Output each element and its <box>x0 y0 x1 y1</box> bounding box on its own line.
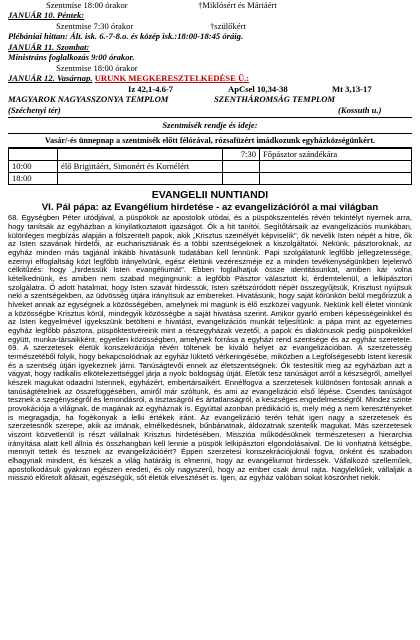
reading-second: ApCsel 10,34-38 <box>228 83 288 94</box>
sunday-feast: URUNK MEGKERESZTELKEDÉSE Ü.: <box>94 73 250 84</box>
church-locations <box>8 105 412 115</box>
mass-line-thursday <box>8 0 412 10</box>
church-left-name: MAGYAROK NAGYASSZONYA TEMPLOM <box>8 94 169 105</box>
sunday-date: JANUÁR 12. Vasárnap. <box>8 73 93 84</box>
mass-time: Szentmise 18:00 órakor <box>46 0 128 10</box>
intention-cell <box>58 148 223 160</box>
church-right-location: (Kossuth u.) <box>338 104 382 115</box>
bulletin-page <box>8 0 412 582</box>
table-row <box>9 148 412 160</box>
time-cell <box>9 148 58 160</box>
intention-cell: Főpásztor szándékára <box>260 148 412 160</box>
intention-cell: élő Brigittáért, Simonért és Kornélért <box>58 160 223 172</box>
mass-schedule-table <box>8 148 412 185</box>
rosary-notice: Vasár/-és ünnepnap a szentmisék előtt félórával, rózsafüzért imádkozunk egyházközségünkért. <box>8 136 412 148</box>
mass-time: Szentmise 7:30 órakor <box>56 20 134 31</box>
intention-cell <box>260 172 412 184</box>
sunday-heading <box>8 73 412 83</box>
time-cell <box>223 172 260 184</box>
friday-heading: JANUÁR 10. Péntek: <box>8 10 85 21</box>
intention-cell <box>260 160 412 172</box>
article-title: EVANGELII NUNTIANDI <box>151 188 269 201</box>
article-subtitle: VI. Pál pápa: az Evangélium hirdetése - az evangelizációról a mai világban <box>41 201 379 213</box>
mass-intention: †Miklósért és Máriáért <box>198 0 277 10</box>
mass-line-saturday: Szentmise 18:00 órakor <box>56 62 138 73</box>
reading-gospel: Mt 3,13-17 <box>332 83 372 94</box>
mass-line-friday <box>8 21 412 31</box>
schedule-heading: Szentmisék rendje és ideje: <box>162 120 258 131</box>
time-cell <box>223 160 260 172</box>
table-row <box>9 160 412 172</box>
divider <box>8 117 412 118</box>
parish-catechism: Plébániai hittan: Ált. isk. 6.-7-8.o. és közép isk.:18:00-18:45 óráig. <box>8 31 244 42</box>
mass-intention: †szülőkért <box>210 20 246 31</box>
saturday-heading: JANUÁR 11. Szombat: <box>8 41 90 52</box>
readings <box>8 84 412 94</box>
time-cell: 18:00 <box>9 172 58 184</box>
church-right-name: SZENTHÁROMSÁG TEMPLOM <box>214 94 336 105</box>
time-cell: 10:00 <box>9 160 58 172</box>
reading-first: Iz 42,1-4.6-7 <box>128 83 174 94</box>
church-names <box>8 94 412 104</box>
time-cell: 7:30 <box>223 148 260 160</box>
divider <box>8 133 412 134</box>
article-body: 68. Egységben Péter utódjával, a püspökök az apostolok utódai, és a püspökszentelés révén tekintélyt nyernek arra, hogy tanítsák az egyházban a kinyilatkoztatott igazságot. Ők a hit tanítói. Segítőtársaik az evangelizációs munkában, különleges megbízás alapján a fölszentelt papok, akik „Krisztus személyét képviselik", ők nevelik Isten népét a hitre, ők az Isten szavának hirdetői, az eucharisztiának és a többi szentségeknek a kiszolgáltatói. Nekünk, pásztoroknak, az egyház minden más tagjánál inkább hivatásunk tudatában kell lennünk. Papi szolgálatunk legfőbb jellegzetessége, ezernyi elfoglaltság közt legfőbb irányelvünk, egész életünk vezéreszméje ez a minden tevékenységünkben lejelenvő célkitűzés: hogy „hirdessük Isten evangéliumát". Ebben foglalhatjuk össze identitásunkat, amiben kár volna kételkednünk, és amiben nem szabad megingnunk: a legfőbb Pásztor választott ki, érdemtelenül, a lelkipásztori szolgálatra. Ő adott hatalmat, hogy Isten szavát hirdessük, Isten szétszóródott népét összegyűjtsük, Krisztust nyújtsuk neki a szentségekben, az üdvösség útjára irányítsuk az embereket. Hivatásunk, hogy saját körünkön belül megőrizzük a híveket annak az egységnek a közösségében, amelynek mi magunk is élő eszközei vagyunk. Nekünk kell életet vinnünk a közösségbe Krisztus körül, mindegyik közösségbe a saját hivatása szerint. Amikor gyarló emberi képességeinkkel és az Isten kegyelmével igyekszünk betölteni e hivatást, evangelizációs munkát teljesítünk: a pápa mint az egyetemes egyház legfőbb pásztora, püspöktestvéreink mint a részegyházak vezetői, a papok és diakónusok pedig püspökeikkel együtt, munka-társaikként, egyetlen közösségben, amelynek forrása a egyházi rend szentsége és az egyház szeretete. 69. A szerzetesek életük konszekrációja révén töltenek be kiváló helyet az evangelizációban. A szerzetesség természetéből folyik, hogy bekapcsolódnak az egyház lüktető vérkeringésébe, miközben a Legfölségesebb Istent keresik és a szentség útján igyekeznek járni. Tanúságtevői ennek az életszentségnek. Ők testesítik meg az egyházban azt a vágyat, hogy radikális elkötelezettséggel járja a nyolc boldogság útját. Életük tesz tanúságot arról a készségről, amellyel készek magukat odaadni Istennek, egyházért, embertársaikért. Ennélfogva a szerzetesek különösen fontosak annak a tanúságtételnek az összefüggésében, amiről már szóltunk, és ami az evangelizáció első lépése. Csendes tanúságot tesznek a szegénységről és lemondásról, a tisztaságról és ártatlanságról, a készséges engedelmességről. Mindez szinte provokációja a világnak, de magának az egyháznak is. Egyúttal azonban prédikáció is, mely még a nem keresztényeket is megragadja, ha fogékonyak a lelki értékek iránt. Az evangelizáció terén tehát igen nagy a szerzetesek és szerzetesnők szerepe, akik az imának, elmélkedésnek, bűnbánatnak, áldozatnak szentelik magukat. Más szerzetesek viszont közvetlenül is részt vállalnak Krisztus hirdetésében. Misszióa működésüknek természetesen a hierarchia irányítása alatt kell állnia és összhangban kell lennie a püspök lelkipásztori elgondolásaival. De ki vonhatná kétségbe, mennyit tettek és tesznek az evangelizációért? Éppen szerzetesi konszekrációjuknál fogva, önként és szabadon elhagynak mindent, és készek a világ határáig is elmenni, hogy az evangéliumot hirdessék. Vállalkozó szelleműek, apostolkodásuk gyakran egészen eredeti, és oly nagyszerű, hogy az ember csak ámul rajta. Nagylelkűek, vállalják a misszió előretolt állásait, egészségük, sőt életük elvesztését is. Igen, az egyház valóban sokat köszönhet nekik. <box>8 214 412 483</box>
ministrant-note: Ministráns foglalkozás 9:00 órakor. <box>8 52 135 63</box>
intention-cell <box>58 172 223 184</box>
table-row <box>9 172 412 184</box>
church-left-location: (Széchenyi tér) <box>8 104 61 115</box>
